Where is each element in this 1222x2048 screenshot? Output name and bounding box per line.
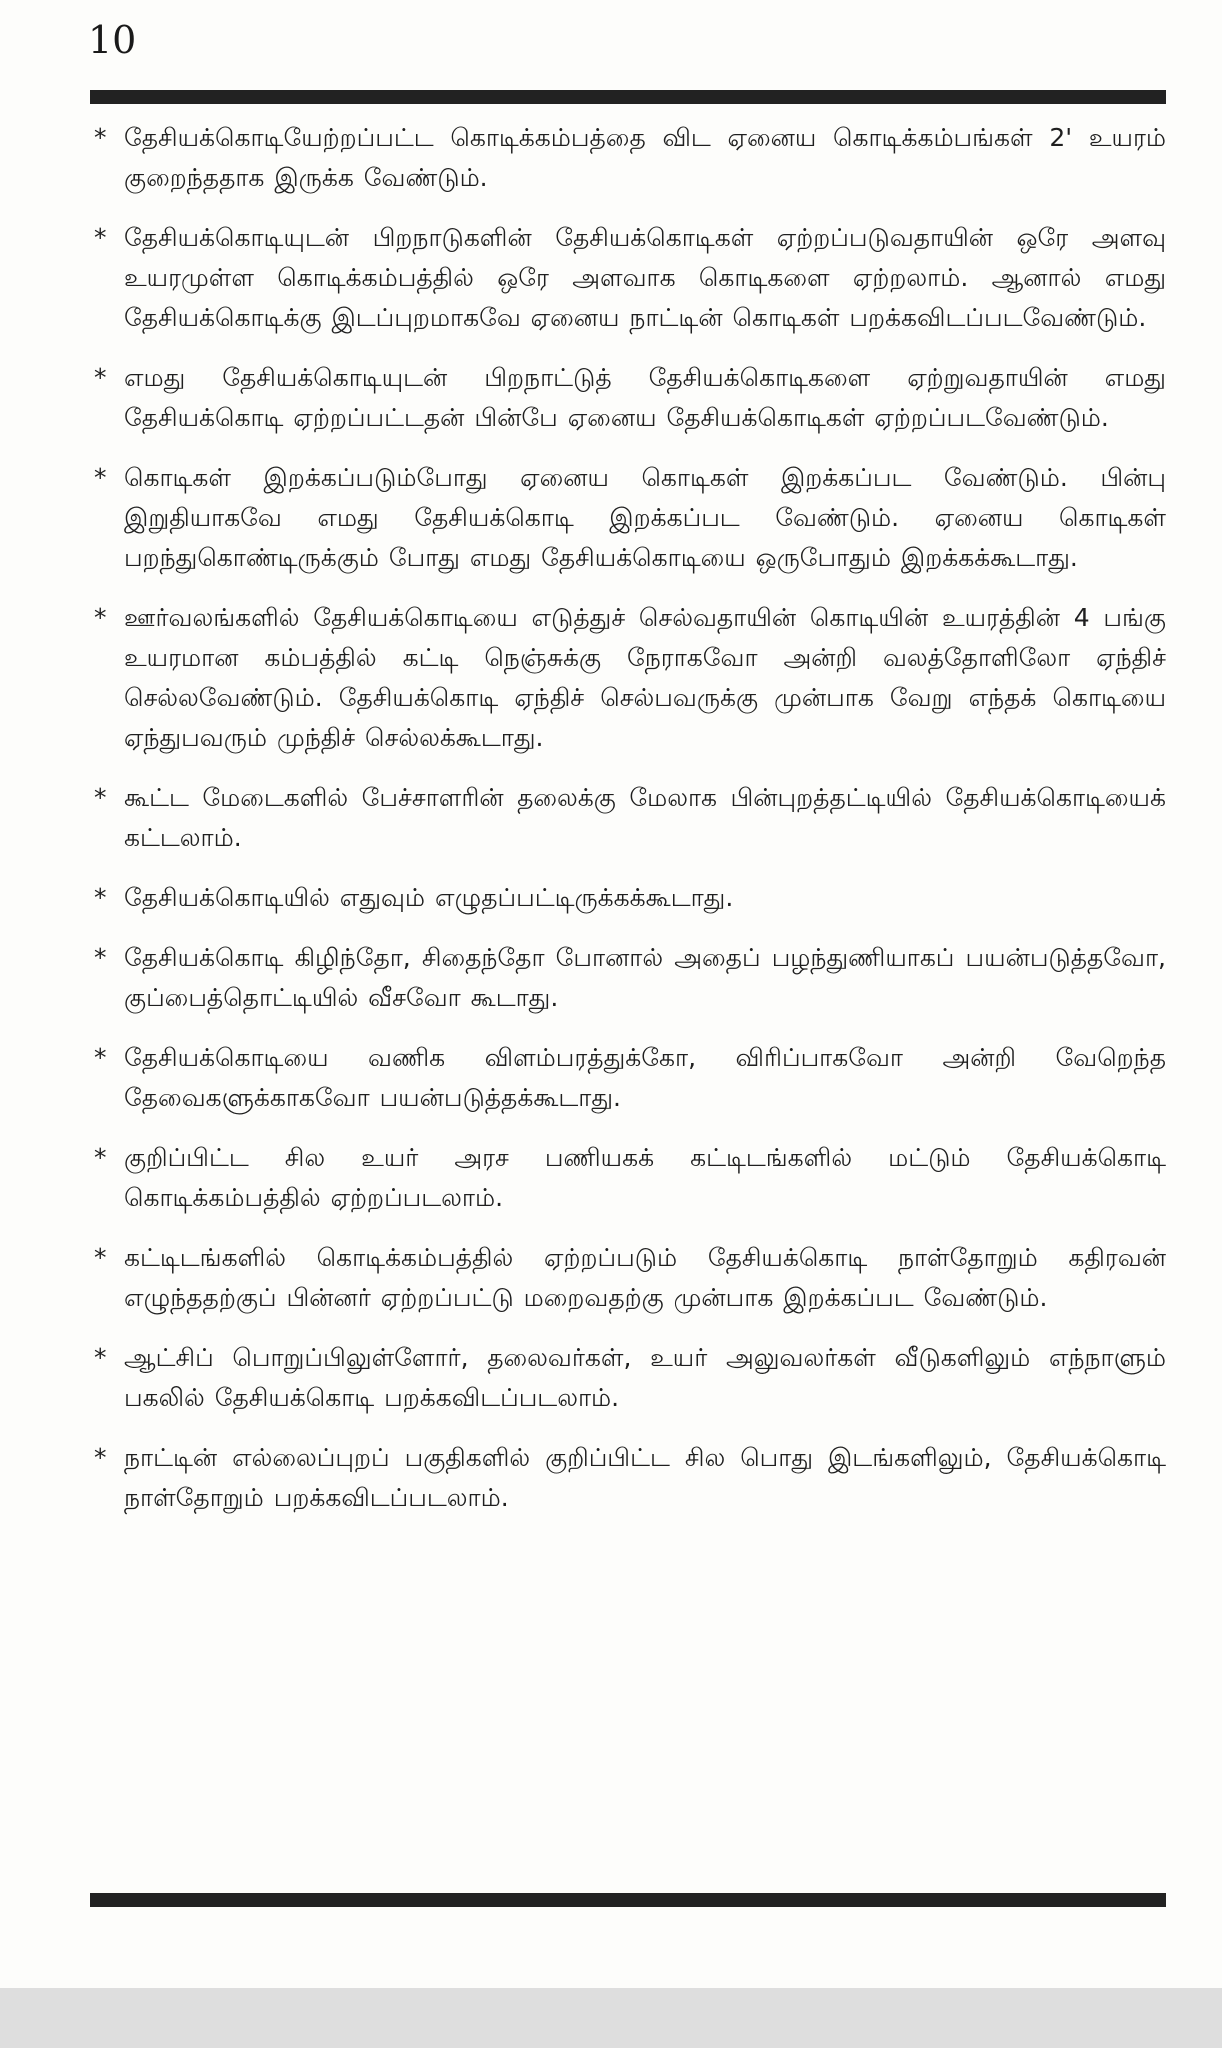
list-item — [90, 218, 1166, 338]
list-item — [90, 1038, 1166, 1118]
header-rule — [90, 90, 1166, 104]
list-item — [90, 598, 1166, 758]
asterisk-bullet: * — [94, 883, 107, 912]
rule-text: கட்டிடங்களில் கொடிக்கம்பத்தில் ஏற்றப்படும் தேசியக்கொடி நாள்தோறும் கதிரவன் எழுந்ததற்குப் பின்னர் ஏற்றப்பட்டு மறைவதற்கு முன்பாக இறக்கப்பட வேண்டும். — [124, 1243, 1166, 1312]
list-item — [90, 1238, 1166, 1318]
asterisk-bullet: * — [94, 363, 107, 392]
list-item — [90, 938, 1166, 1018]
asterisk-bullet: * — [94, 943, 107, 972]
rule-text: கூட்ட மேடைகளில் பேச்சாளரின் தலைக்கு மேலாக பின்புறத்தட்டியில் தேசியக்கொடியைக் கட்டலாம். — [124, 783, 1166, 852]
rule-text: கொடிகள் இறக்கப்படும்போது ஏனைய கொடிகள் இறக்கப்பட வேண்டும். பின்பு இறுதியாகவே எமது தேசியக்கொடி இறக்கப்பட வேண்டும். ஏனைய கொடிகள் பறந்துகொண்டிருக்கும் போது எமது தேசியக்கொடியை ஒருபோதும் இறக்கக்கூடாது. — [124, 463, 1166, 572]
rules-list — [90, 118, 1166, 1538]
rule-text: குறிப்பிட்ட சில உயர் அரச பணியகக் கட்டிடங்களில் மட்டும் தேசியக்கொடி கொடிக்கம்பத்தில் ஏற்றப்படலாம். — [124, 1143, 1166, 1212]
asterisk-bullet: * — [94, 123, 107, 152]
list-item — [90, 118, 1166, 198]
list-item — [90, 1338, 1166, 1418]
rule-text: ஊர்வலங்களில் தேசியக்கொடியை எடுத்துச் செல்வதாயின் கொடியின் உயரத்தின் 4 பங்கு உயரமான கம்பத்தில் கட்டி நெஞ்சுக்கு நேராகவோ அன்றி வலத்தோளிலோ ஏந்திச் செல்லவேண்டும். தேசியக்கொடி ஏந்திச் செல்பவருக்கு முன்பாக வேறு எந்தக் கொடியை ஏந்துபவரும் முந்திச் செல்லக்கூடாது. — [124, 603, 1166, 752]
asterisk-bullet: * — [94, 1243, 107, 1272]
asterisk-bullet: * — [94, 1343, 107, 1372]
list-item — [90, 458, 1166, 578]
rule-text: ஆட்சிப் பொறுப்பிலுள்ளோர், தலைவர்கள், உயர் அலுவலர்கள் வீடுகளிலும் எந்நாளும் பகலில் தேசியக்கொடி பறக்கவிடப்படலாம். — [124, 1343, 1166, 1412]
list-item — [90, 878, 1166, 918]
rule-text: தேசியக்கொடியில் எதுவும் எழுதப்பட்டிருக்கக்கூடாது. — [124, 883, 734, 912]
page-number: 10 — [88, 18, 137, 62]
rule-text: தேசியக்கொடியேற்றப்பட்ட கொடிக்கம்பத்தை விட ஏனைய கொடிக்கம்பங்கள் 2' உயரம் குறைந்ததாக இருக்க வேண்டும். — [124, 123, 1166, 192]
asterisk-bullet: * — [94, 1443, 107, 1472]
list-item — [90, 358, 1166, 438]
asterisk-bullet: * — [94, 463, 107, 492]
asterisk-bullet: * — [94, 1043, 107, 1072]
rule-text: நாட்டின் எல்லைப்புறப் பகுதிகளில் குறிப்பிட்ட சில பொது இடங்களிலும், தேசியக்கொடி நாள்தோறும் பறக்கவிடப்படலாம். — [124, 1443, 1166, 1512]
rule-text: தேசியக்கொடி கிழிந்தோ, சிதைந்தோ போனால் அதைப் பழந்துணியாகப் பயன்படுத்தவோ, குப்பைத்தொட்டியில் வீசவோ கூடாது. — [124, 943, 1166, 1012]
rule-text: தேசியக்கொடியுடன் பிறநாடுகளின் தேசியக்கொடிகள் ஏற்றப்படுவதாயின் ஒரே அளவு உயரமுள்ள கொடிக்கம்பத்தில் ஒரே அளவாக கொடிகளை ஏற்றலாம். ஆனால் எமது தேசியக்கொடிக்கு இடப்புறமாகவே ஏனைய நாட்டின் கொடிகள் பறக்கவிடப்படவேண்டும். — [124, 223, 1166, 332]
list-item — [90, 1438, 1166, 1518]
rule-text: தேசியக்கொடியை வணிக விளம்பரத்துக்கோ, விரிப்பாகவோ அன்றி வேறெந்த தேவைகளுக்காகவோ பயன்படுத்தக்கூடாது. — [124, 1043, 1166, 1112]
viewer-bottom-bar — [0, 1988, 1222, 2048]
list-item — [90, 778, 1166, 858]
asterisk-bullet: * — [94, 1143, 107, 1172]
footer-rule — [90, 1893, 1166, 1907]
rule-text: எமது தேசியக்கொடியுடன் பிறநாட்டுத் தேசியக்கொடிகளை ஏற்றுவதாயின் எமது தேசியக்கொடி ஏற்றப்பட்டதன் பின்பே ஏனைய தேசியக்கொடிகள் ஏற்றப்படவேண்டும். — [124, 363, 1166, 432]
list-item — [90, 1138, 1166, 1218]
asterisk-bullet: * — [94, 783, 107, 812]
asterisk-bullet: * — [94, 223, 107, 252]
asterisk-bullet: * — [94, 603, 107, 632]
